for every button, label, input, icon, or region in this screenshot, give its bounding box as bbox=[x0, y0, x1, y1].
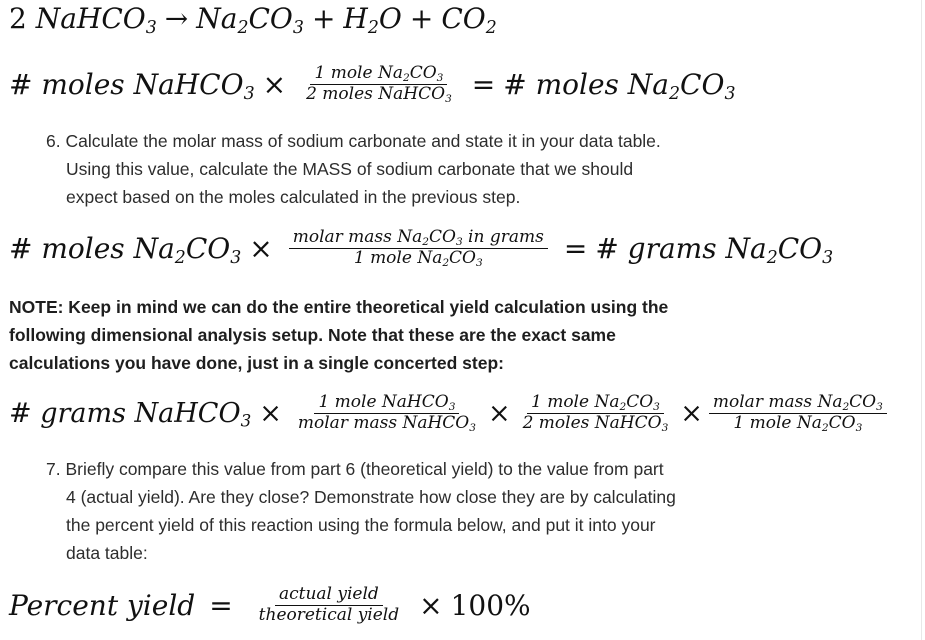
fraction-numerator: 1 mole $Na_2CO_3$ bbox=[310, 64, 447, 85]
plus-sign: + bbox=[311, 2, 336, 35]
times-sign: × bbox=[259, 397, 282, 429]
times-sign: × bbox=[419, 588, 443, 622]
molar-mass-fraction bbox=[289, 228, 548, 268]
times-sign: × bbox=[249, 231, 273, 265]
percent-value: 100% bbox=[450, 588, 531, 622]
reaction-arrow: → bbox=[164, 2, 189, 35]
step-6-line: Using this value, calculate the MASS of sodium carbonate that we should bbox=[66, 159, 634, 179]
fraction-denominator: 1 mole $Na_2CO_3$ bbox=[353, 247, 483, 269]
mole-ratio-fraction bbox=[302, 64, 456, 104]
product-sodium-carbonate: $Na_2CO_3$ bbox=[196, 2, 304, 38]
step-7-line: data table: bbox=[66, 543, 148, 563]
theoretical-yield-note bbox=[9, 293, 668, 377]
product-water: $H_2O$ bbox=[343, 2, 402, 38]
page-edge-divider bbox=[921, 0, 922, 640]
reaction-coefficient: 2 bbox=[9, 2, 27, 35]
equals-sign: = bbox=[209, 588, 233, 622]
fraction-denominator: molar mass NaHCO$_3$ bbox=[297, 412, 476, 434]
fraction-numerator: 1 mole $Na_2CO_3$ bbox=[527, 393, 664, 414]
product-carbon-dioxide: $CO_2$ bbox=[441, 2, 497, 38]
note-line: calculations you have done, just in a single concerted step: bbox=[9, 353, 504, 373]
fraction-denominator: 2 moles NaHCO$_3$ bbox=[522, 412, 669, 434]
fraction-denominator: theoretical yield bbox=[258, 604, 400, 625]
moles-conversion-equation bbox=[9, 64, 735, 104]
step-6-line: expect based on the moles calculated in the previous step. bbox=[66, 187, 521, 207]
mole-ratio-fraction bbox=[519, 393, 673, 433]
step-7-line: the percent yield of this reaction using the formula below, and put it into your bbox=[66, 515, 656, 535]
dimensional-analysis-equation bbox=[9, 393, 889, 433]
grams-lhs: # moles $Na_2CO_3$ bbox=[9, 231, 242, 268]
fraction-numerator: molar mass $Na_2CO_3$ in grams bbox=[289, 228, 548, 249]
percent-yield-lhs: Percent yield bbox=[9, 588, 196, 622]
fraction-numerator: 1 mole NaHCO$_3$ bbox=[314, 393, 459, 414]
note-line: following dimensional analysis setup. Note that these are the exact same bbox=[9, 325, 616, 345]
note-line: NOTE: Keep in mind we can do the entire theoretical yield calculation using the bbox=[9, 297, 669, 317]
percent-yield-equation bbox=[9, 585, 531, 625]
full-lhs: # grams NaHCO$_3$ bbox=[9, 397, 252, 431]
times-sign: × bbox=[680, 397, 703, 429]
grams-rhs: # grams $Na_2CO_3$ bbox=[595, 231, 834, 268]
fraction-numerator: actual yield bbox=[275, 585, 383, 606]
inverse-molar-mass-fraction bbox=[294, 393, 480, 433]
moles-lhs: # moles NaHCO$_3$ bbox=[9, 67, 255, 104]
times-sign: × bbox=[262, 67, 287, 101]
step-7-instructions bbox=[46, 455, 676, 567]
reaction-equation bbox=[9, 2, 497, 38]
reactant-formula: NaHCO$_3$ bbox=[35, 2, 157, 38]
fraction-numerator: molar mass $Na_2CO_3$ bbox=[709, 393, 887, 414]
times-sign: × bbox=[487, 397, 511, 429]
equals-sign: = bbox=[471, 67, 496, 101]
fraction-denominator: 2 moles NaHCO$_3$ bbox=[306, 83, 452, 105]
grams-conversion-equation bbox=[9, 228, 833, 268]
plus-sign: + bbox=[409, 2, 434, 35]
step-7-line: 7. Briefly compare this value from part 6 (theoretical yield) to the value from part bbox=[46, 459, 664, 479]
moles-rhs: # moles $Na_2CO_3$ bbox=[503, 67, 736, 104]
step-6-line: 6. Calculate the molar mass of sodium carbonate and state it in your data table. bbox=[46, 131, 661, 151]
yield-ratio-fraction bbox=[255, 585, 403, 625]
molar-mass-fraction bbox=[709, 393, 887, 433]
fraction-denominator: 1 mole $Na_2CO_3$ bbox=[733, 412, 863, 434]
step-6-instructions bbox=[46, 127, 661, 211]
equals-sign: = bbox=[563, 231, 588, 265]
step-7-line: 4 (actual yield). Are they close? Demonstrate how close they are by calculating bbox=[66, 487, 676, 507]
